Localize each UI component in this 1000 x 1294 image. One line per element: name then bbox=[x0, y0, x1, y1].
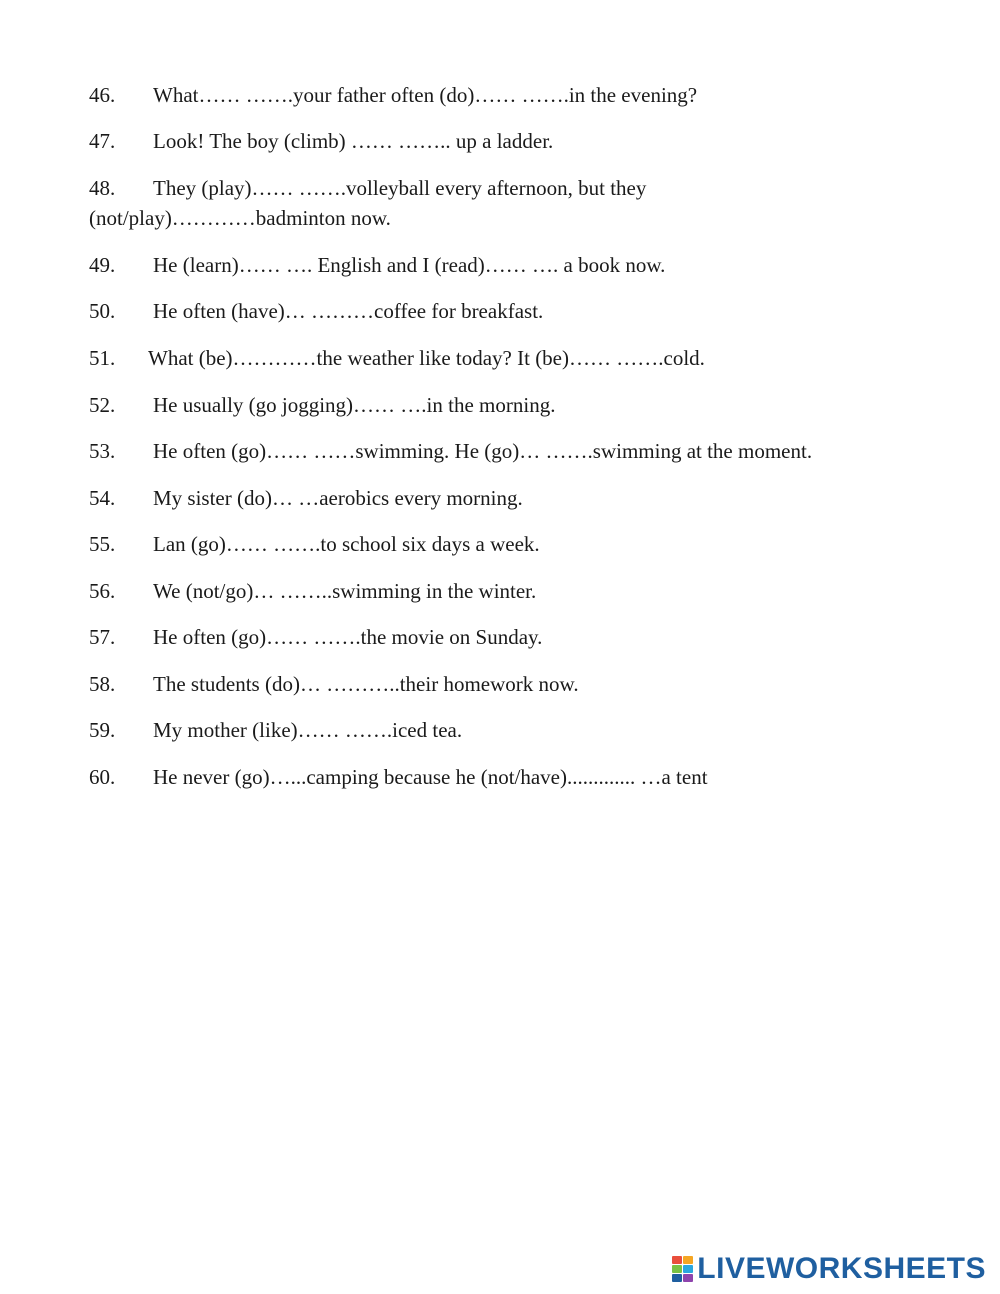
item-number: 49. bbox=[89, 253, 116, 277]
item-number: 60. bbox=[89, 765, 116, 789]
item-text: My sister (do)… …aerobics every morning. bbox=[153, 486, 523, 510]
item-text-continuation: (not/play)…………badminton now. bbox=[89, 206, 391, 230]
exercise-item-56 bbox=[89, 576, 949, 606]
item-number: 52. bbox=[89, 393, 116, 417]
exercise-item-53 bbox=[89, 436, 949, 466]
item-number: 56. bbox=[89, 579, 116, 603]
item-text: He often (have)… ………coffee for breakfast. bbox=[153, 299, 544, 323]
exercise-item-50 bbox=[89, 296, 949, 326]
item-text: What (be)…………the weather like today? It (be)…… …….cold. bbox=[148, 346, 705, 370]
item-number: 48. bbox=[89, 176, 116, 200]
exercise-item-47 bbox=[89, 126, 949, 156]
item-number: 55. bbox=[89, 532, 116, 556]
item-text: Lan (go)…… …….to school six days a week. bbox=[153, 532, 540, 556]
item-number: 57. bbox=[89, 625, 116, 649]
exercise-item-60 bbox=[89, 762, 949, 792]
item-text: My mother (like)…… …….iced tea. bbox=[153, 718, 463, 742]
item-number: 50. bbox=[89, 299, 116, 323]
exercise-item-51 bbox=[89, 343, 949, 373]
exercise-item-57 bbox=[89, 622, 949, 652]
item-number: 59. bbox=[89, 718, 116, 742]
item-text: We (not/go)… ……..swimming in the winter. bbox=[153, 579, 537, 603]
item-text: Look! The boy (climb) …… …….. up a ladder. bbox=[153, 129, 554, 153]
exercise-item-46 bbox=[89, 80, 949, 110]
item-text: The students (do)… ………..their homework now. bbox=[153, 672, 579, 696]
liveworksheets-brand[interactable] bbox=[672, 1252, 986, 1286]
exercise-item-55 bbox=[89, 529, 949, 559]
brand-wordmark: LIVEWORKSHEETS bbox=[697, 1252, 986, 1285]
item-text: He often (go)…… ……swimming. He (go)… …….swimming at the moment. bbox=[153, 439, 813, 463]
item-text: He (learn)…… …. English and I (read)…… …. a book now. bbox=[153, 253, 666, 277]
liveworksheets-logo-icon bbox=[672, 1256, 694, 1282]
item-number: 54. bbox=[89, 486, 116, 510]
exercise-item-54 bbox=[89, 483, 949, 513]
item-number: 53. bbox=[89, 439, 116, 463]
item-number: 58. bbox=[89, 672, 116, 696]
item-text: He often (go)…… …….the movie on Sunday. bbox=[153, 625, 543, 649]
exercise-item-49 bbox=[89, 250, 949, 280]
exercise-item-52 bbox=[89, 390, 949, 420]
item-number: 47. bbox=[89, 129, 116, 153]
exercise-item-59 bbox=[89, 715, 949, 745]
item-text: He usually (go jogging)…… ….in the morning. bbox=[153, 393, 556, 417]
exercise-item-58 bbox=[89, 669, 949, 699]
item-number: 46. bbox=[89, 83, 116, 107]
exercise-item-48 bbox=[89, 173, 949, 233]
item-text: What…… …….your father often (do)…… …….in the evening? bbox=[153, 83, 698, 107]
item-text: They (play)…… …….volleyball every afternoon, but they bbox=[153, 176, 647, 200]
item-text: He never (go)…...camping because he (not/have)............. …a tent bbox=[153, 765, 708, 789]
item-number: 51. bbox=[89, 346, 116, 370]
